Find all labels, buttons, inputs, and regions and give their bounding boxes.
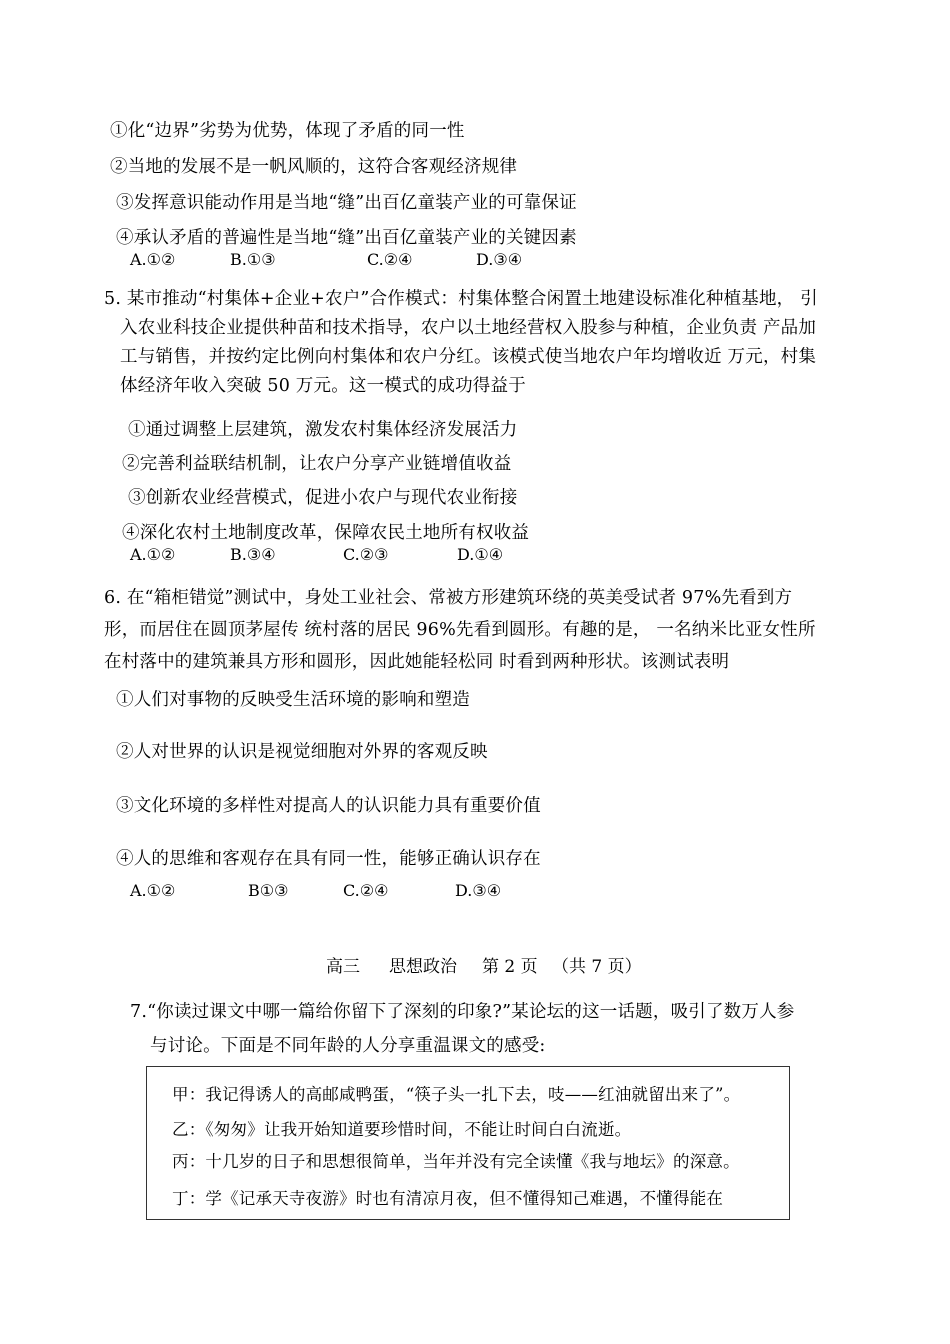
q4-statement-3: ③发挥意识能动作用是当地“缝”出百亿童装产业的可靠保证: [116, 193, 577, 213]
q6-stem-line-3: 在村落中的建筑兼具方形和圆形，因此她能轻松同 时看到两种形状。该测试表明: [104, 652, 730, 672]
q7-stem-line-2: 与讨论。下面是不同年龄的人分享重温课文的感受:: [150, 1036, 546, 1056]
q6-statement-2: ②人对世界的认识是视觉细胞对外界的客观反映: [116, 742, 488, 762]
q5-statement-1: ①通过调整上层建筑，激发农村集体经济发展活力: [128, 420, 518, 440]
q4-statement-4: ④承认矛盾的普遍性是当地“缝”出百亿童装产业的关键因素: [116, 228, 577, 248]
q6-stem-line-2: 形，而居住在圆顶茅屋传 统村落的居民 96%先看到圆形。有趣的是， 一名纳米比亚女性所: [104, 620, 816, 640]
q7-quote-yi: 乙：《匆匆》让我开始知道要珍惜时间，不能让时间白白流逝。: [172, 1120, 632, 1139]
q5-option-c: C.②③: [343, 545, 389, 564]
q4-statement-2: ②当地的发展不是一帆风顺的，这符合客观经济规律: [110, 157, 518, 177]
q5-option-b: B.③④: [230, 545, 276, 564]
q7-stem-line-1: 7.“你读过课文中哪一篇给你留下了深刻的印象?”某论坛的这一话题，吸引了数万人参: [130, 1002, 795, 1022]
q6-statement-4: ④人的思维和客观存在具有同一性，能够正确认识存在: [116, 849, 541, 869]
q7-quote-bing: 丙：十几岁的日子和思想很简单，当年并没有完全读懂《我与地坛》的深意。: [172, 1152, 740, 1171]
q6-statement-1: ①人们对事物的反映受生活环境的影响和塑造: [116, 690, 470, 710]
q5-statement-3: ③创新农业经营模式，促进小农户与现代农业衔接: [128, 488, 518, 508]
q4-statement-1: ①化“边界”劣势为优势，体现了矛盾的同一性: [110, 121, 465, 141]
q7-quote-ding: 丁：学《记承天寺夜游》时也有清凉月夜，但不懂得知己难遇，不懂得能在: [172, 1189, 724, 1208]
footer-subject: 思想政治: [389, 957, 457, 977]
q6-stem-line-1: 6. 在“箱柜错觉”测试中，身处工业社会、常被方形建筑环绕的英美受试者 97%先看到方: [104, 588, 793, 608]
q4-option-d: D.③④: [476, 250, 523, 269]
footer-page: 第 2 页: [482, 957, 538, 977]
q6-option-b: B①③: [248, 881, 289, 900]
q4-option-a: A.①②: [130, 250, 176, 269]
q7-quote-jia: 甲：我记得诱人的高邮咸鸭蛋，“筷子头一扎下去，吱——红油就留出来了”。: [172, 1085, 741, 1104]
footer-grade: 高三: [326, 957, 360, 977]
footer-total: （共 7 页）: [552, 957, 642, 977]
q5-stem-line-2: 入农业科技企业提供种苗和技术指导，农户以土地经营权入股参与种植，企业负责 产品加: [120, 318, 817, 338]
q5-stem-line-4: 体经济年收入突破 50 万元。这一模式的成功得益于: [120, 376, 526, 396]
q5-statement-4: ④深化农村土地制度改革，保障农民土地所有权收益: [122, 523, 530, 543]
q5-stem-line-1: 5. 某市推动“村集体+企业+农户”合作模式：村集体整合闲置土地建设标准化种植基地， 引: [104, 289, 818, 309]
q6-option-c: C.②④: [343, 881, 389, 900]
q4-option-b: B.①③: [230, 250, 276, 269]
q6-statement-3: ③文化环境的多样性对提高人的认识能力具有重要价值: [116, 796, 541, 816]
q6-option-a: A.①②: [130, 881, 176, 900]
q4-option-c: C.②④: [367, 250, 413, 269]
q5-statement-2: ②完善利益联结机制，让农户分享产业链增值收益: [122, 454, 512, 474]
q6-option-d: D.③④: [455, 881, 502, 900]
q5-option-a: A.①②: [130, 545, 176, 564]
q5-option-d: D.①④: [457, 545, 504, 564]
q5-stem-line-3: 工与销售，并按约定比例向村集体和农户分红。该模式使当地农户年均增收近 万元，村集: [120, 347, 817, 367]
q7-quote-box: [146, 1066, 790, 1220]
